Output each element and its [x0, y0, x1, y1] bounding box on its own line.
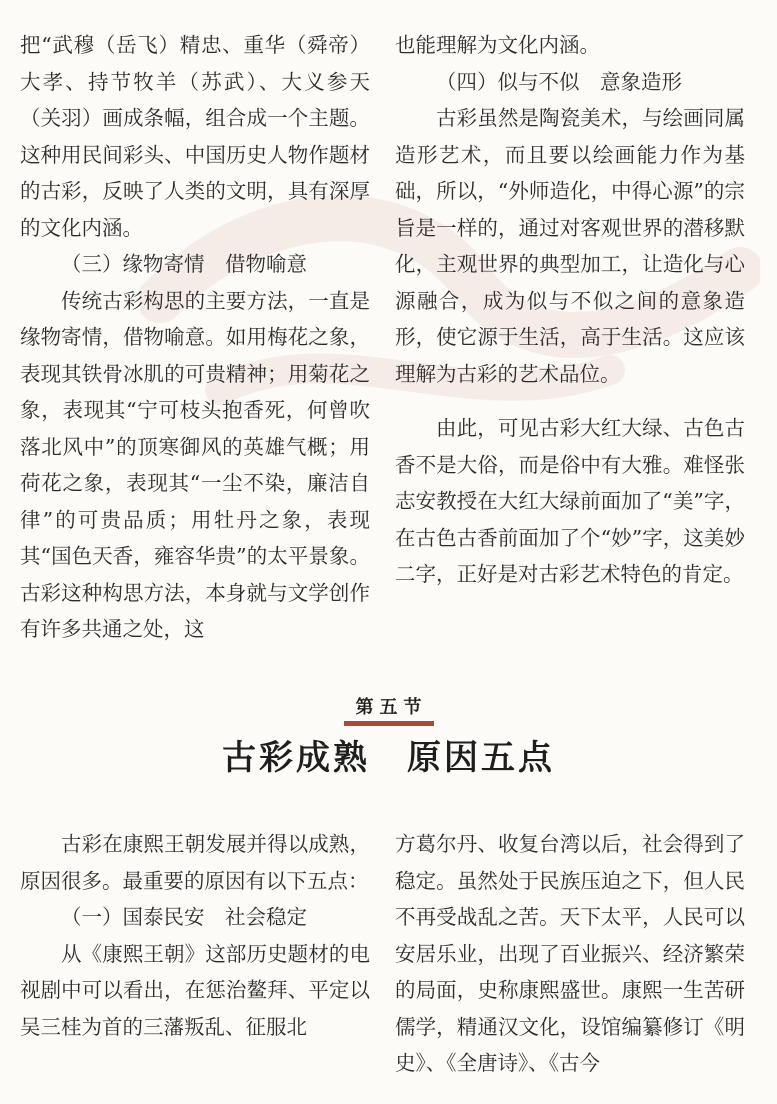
- subsection-heading-4: （四）似与不似 意象造形: [436, 69, 682, 94]
- paragraph: 从《康熙王朝》这部历史题材的电视剧中可以看出，在惩治鳌拜、平定以吴三桂为首的三藩叛乱、征服北: [20, 941, 370, 1039]
- paragraph: 把“武穆（岳飞）精忠、重华（舜帝）大孝、持节牧羊（苏武）、大义参天（关羽）画成条幅，组合成一个主题。这种用民间彩头、中国历史人物作题材的古彩，反映了人类的文明，具有深厚的文化内涵。: [20, 33, 370, 240]
- right-column-bottom: [395, 826, 745, 1082]
- paragraph: 古彩在康熙王朝发展并得以成熟，原因很多。最重要的原因有以下五点：: [20, 832, 370, 893]
- paragraph: 也能理解为文化内涵。: [395, 33, 600, 57]
- section-title: 古彩成熟 原因五点: [222, 738, 555, 778]
- paragraph: 传统古彩构思的主要方法，一直是缘物寄情，借物喻意。如用梅花之象，表现其铁骨冰肌的可贵精神；用菊花之象，表现其“宁可枝头抱香死，何曾吹落北风中”的顶寒御风的英雄气概；用荷花之象，表现其“一尘不染，廉洁自律”的可贵品质；用牡丹之象，表现其“国色天香，雍容华贵”的太平景象。古彩这种构思方法，本身就与文学创作有许多共通之处，这: [20, 288, 370, 641]
- subsection-heading-1: （一）国泰民安 社会稳定: [61, 905, 307, 929]
- paragraph: 古彩虽然是陶瓷美术，与绘画同属造形艺术，而且要以绘画能力作为基础，所以，“外师造化，中得心源”的宗旨是一样的，通过对客观世界的潜移默化，主观世界的典型加工，让造化与心源融合，成为似与不似之间的意象造形，使它源于生活，高于生活。这应该理解为古彩的艺术品位。: [395, 106, 745, 386]
- section-number: [0, 693, 777, 726]
- right-column-top: [395, 27, 745, 593]
- paragraph: 方葛尔丹、收复台湾以后，社会得到了稳定。虽然处于民族压迫之下，但人民不再受战乱之苦。天下太平，人民可以安居乐业，出现了百业振兴、经济繁荣的局面，史称康熙盛世。康熙一生苦研儒学，精通汉文化，设馆编纂修订《明史》、《全唐诗》、《古今: [395, 832, 745, 1075]
- left-column-bottom: [20, 826, 370, 1045]
- left-column-top: [20, 27, 370, 648]
- subsection-heading-3: （三）缘物寄情 借物喻意: [61, 252, 307, 276]
- section-label-text: 第五节: [344, 693, 434, 726]
- paragraph: 由此，可见古彩大红大绿、古色古香不是大俗，而是俗中有大雅。难怪张志安教授在大红大绿前面加了“美”字，在古色古香前面加了个“妙”字，这美妙二字，正好是对古彩艺术特色的肯定。: [395, 416, 745, 586]
